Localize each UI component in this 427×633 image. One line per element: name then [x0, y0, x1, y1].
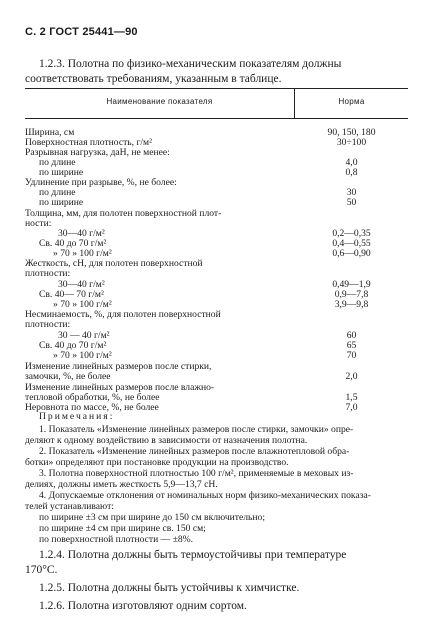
row-name: плотности:: [25, 268, 71, 279]
row-name: » 70 » 100 г/м²: [53, 350, 112, 361]
paragraph-1-2-6: 1.2.6. Полотна изготовляют одним сортом.: [39, 600, 247, 612]
row-value: 0,9—7,8: [334, 289, 369, 300]
row-name: по длине: [39, 157, 76, 168]
row-value: 4,0: [345, 157, 358, 168]
row-name: Жесткость, сН, для полотен поверхностной: [25, 258, 203, 269]
row-value: 0,6—0,90: [332, 248, 371, 259]
row-name: Св. 40 до 70 г/м²: [39, 238, 107, 249]
table-row: [25, 259, 408, 269]
note-line: по ширине ±3 см при ширине до 150 см включительно;: [39, 512, 266, 523]
table-row: [25, 372, 408, 382]
row-value: 0,8: [345, 167, 358, 178]
row-name: Ширина, см: [25, 127, 75, 138]
row-name: Изменение линейных размеров после влажно-: [25, 382, 215, 393]
paragraph-1-2-4-line-2: 170°С.: [25, 564, 58, 576]
row-value: 70: [346, 350, 357, 361]
note-line: делиях, должны иметь жесткость 5,9—13,7 сН.: [25, 479, 218, 490]
row-name: Удлинение при разрыве, %, не более:: [25, 177, 177, 188]
column-header-name: Наименование показателя: [106, 97, 213, 106]
intro-line-2: соответствовать требованиям, указанным в таблице.: [25, 73, 282, 85]
row-value: 0,49—1,9: [332, 279, 371, 290]
row-value: 65: [346, 340, 357, 351]
row-name: Изменение линейных размеров после стирки,: [25, 361, 212, 372]
row-name: ности:: [25, 218, 52, 229]
table-row: [25, 351, 408, 361]
row-name: » 70 » 100 г/м²: [53, 299, 112, 310]
row-name: Неровнота по массе, %, не более: [25, 402, 159, 413]
row-value: 0,2—0,35: [332, 228, 371, 239]
paragraph-1-2-5: 1.2.5. Полотна должны быть устойчивы к химчистке.: [39, 582, 300, 594]
table-row: [25, 320, 408, 330]
row-value: 3,9—9,8: [334, 299, 369, 310]
paragraph-1-2-4-line-1: 1.2.4. Полотна должны быть термоустойчивы при температуре: [39, 549, 347, 561]
table-row: [25, 198, 408, 208]
row-name: тепловой обработки, %, не более: [25, 392, 160, 403]
row-value: 1,5: [345, 392, 358, 403]
row-name: замочки, %, не более: [25, 371, 111, 382]
row-name: плотности:: [25, 319, 71, 330]
table-row: [25, 310, 408, 320]
row-name: Поверхностная плотность, г/м²: [25, 137, 153, 148]
row-value: 90, 150, 180: [327, 127, 376, 138]
note-line: деляют к одному воздействию в зависимости от назначения полотна.: [25, 435, 308, 446]
row-name: Несминаемость, %, для полотен поверхностной: [25, 309, 221, 320]
row-name: Св. 40 до 70 г/м²: [39, 340, 107, 351]
table-header-rule: [25, 118, 408, 119]
note-line: ботки» определяют при постановке продукции на производство.: [25, 457, 289, 468]
row-name: по ширине: [39, 197, 84, 208]
row-name: 30 — 40 г/м²: [58, 330, 110, 341]
row-name: Св. 40— 70 г/м²: [39, 289, 104, 300]
row-value: 30: [346, 187, 357, 198]
row-value: 50: [346, 197, 357, 208]
note-line: по поверхностной плотности — ±8%.: [39, 534, 194, 545]
row-name: 30—40 г/м²: [58, 279, 105, 290]
row-value: 0,4—0,55: [332, 238, 371, 249]
row-name: 30—40 г/м²: [58, 228, 105, 239]
row-value: 30÷100: [336, 137, 367, 148]
note-line: 1. Показатель «Изменение линейных размеров после стирки, замочки» опре-: [39, 424, 354, 435]
row-name: » 70 » 100 г/м²: [53, 248, 112, 259]
notes-title: Примечания:: [39, 411, 115, 422]
table-row: [25, 269, 408, 279]
note-line: 3. Полотна поверхностной плотностью 100 г/м², применяемые в меховых из-: [39, 468, 354, 479]
table-row: [25, 209, 408, 219]
note-line: по ширине ±4 см при ширине св. 150 см;: [39, 523, 206, 534]
table-top-rule: [25, 88, 408, 89]
row-name: по длине: [39, 187, 76, 198]
row-name: по ширине: [39, 167, 84, 178]
note-line: телей устанавливают:: [25, 501, 114, 512]
page-header: С. 2 ГОСТ 25441—90: [25, 26, 138, 38]
intro-line-1: 1.2.3. Полотна по физико-механическим показателям должны: [39, 58, 342, 70]
intro-paragraph: [25, 57, 409, 87]
row-name: Разрывная нагрузка, даН, не менее:: [25, 147, 170, 158]
row-value: 7,0: [345, 402, 358, 413]
note-line: 4. Допускаемые отклонения от номинальных норм физико-механических показа-: [39, 490, 371, 501]
column-header-value: Норма: [338, 97, 365, 106]
row-value: 2,0: [345, 371, 358, 382]
row-name: Толщина, мм, для полотен поверхностной плот-: [25, 208, 222, 219]
note-line: 2. Показатель «Изменение линейных размеров после влажнотепловой обра-: [39, 446, 350, 457]
row-value: 60: [346, 330, 357, 341]
